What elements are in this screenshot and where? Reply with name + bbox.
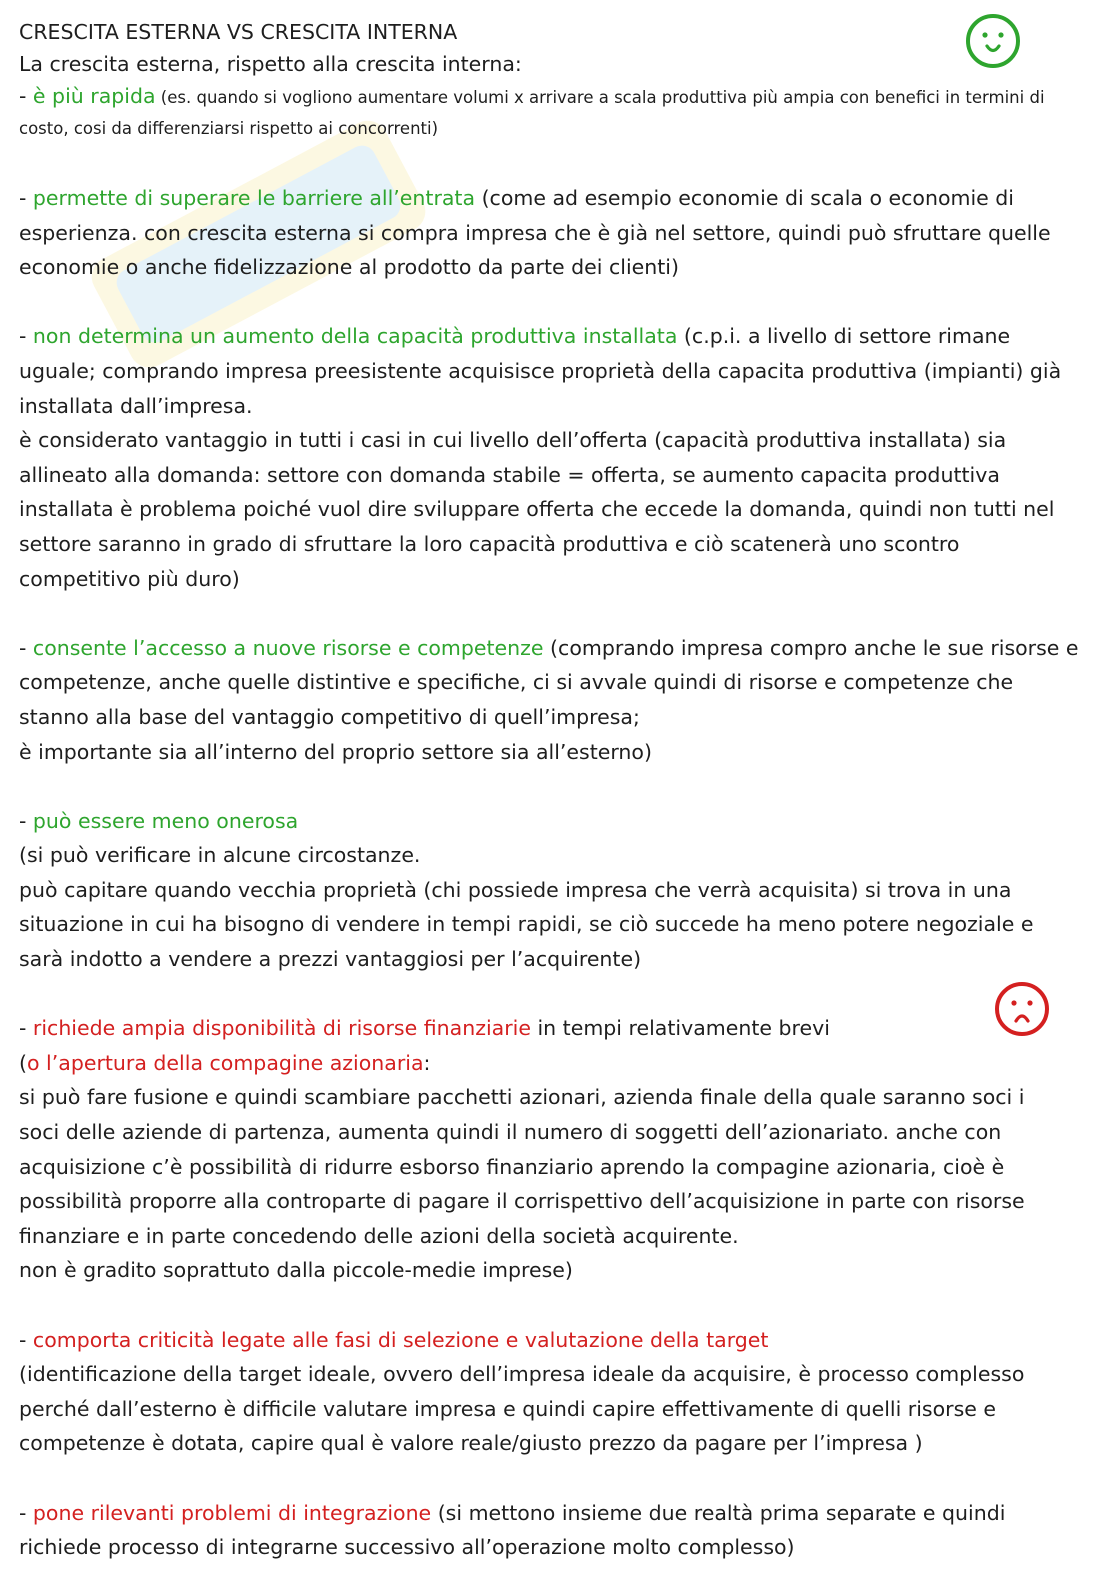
highlight-positive: è più rapida [32, 84, 156, 108]
highlight-positive: non determina un aumento della capacità produttiva installata [32, 324, 678, 349]
section-selezione-target: - comporta criticità legate alle fasi di selezione e valutazione della target (identificazione della target ideale, ovvero dell’impresa ideale da acquisire, è processo complesso perché dall’esterno è difficile valutare impresa e quindi capire effettivamente di quelli risorse e competenze è dotata, capire qual è valore reale/giusto prezzo da pagare per l’impresa ) [19, 1327, 1025, 1456]
highlight-negative: richiede ampia disponibilità di risorse finanziarie [32, 1016, 531, 1041]
section-risorse-finanziarie: - richiede ampia disponibilità di risorse finanziarie in tempi relativamente brevi (o l’apertura della compagine azionaria: si può fare fusione e quindi scambiare pacchetti azionari, azienda finale della quale saranno soci i soci delle aziende di partenza, aumenta quindi il numero di soggetti dell’azionariato. anche con acquisizione c’è possibilità di ridurre esborso finanziario aprendo la compagine azionaria, cioè è possibilità proporre alla controparte di pagare il corrispettivo dell’acquisizione in parte con risorse finanziare e in parte concedendo delle azioni della società acquirente. non è gradito soprattuto dalla piccole-medie imprese) [19, 1016, 1025, 1283]
document-body [19, 16, 1089, 1565]
section-meno-onerosa: - può essere meno onerosa (si può verificare in alcune circostanze. può capitare quando vecchia proprietà (chi possiede impresa che verrà acquisita) si trova in una situazione in cui ha bisogno di vendere in tempi rapidi, se ciò succede ha meno potere negoziale e sarà indotto a vendere a prezzi vantaggiosi per l’acquirente) [19, 808, 1034, 972]
highlight-negative: comporta criticità legate alle fasi di selezione e valutazione della target [32, 1327, 769, 1352]
highlight-negative: pone rilevanti problemi di integrazione [32, 1500, 432, 1525]
section-integrazione: - pone rilevanti problemi di integrazione (si mettono insieme due realtà prima separate e quindi richiede processo di integrarne successivo all’operazione molto complesso) [19, 1500, 1006, 1560]
highlight-positive: permette di superare le barriere all’entrata [32, 186, 476, 210]
highlight-negative: o l’apertura della compagine azionaria [27, 1050, 424, 1075]
section-capacita-produttiva: - non determina un aumento della capacità produttiva installata (c.p.i. a livello di settore rimane uguale; comprando impresa preesistente acquisisce proprietà della capacita produttiva (impianti) già installata dall’impresa. è considerato vantaggio in tutti i casi in cui livello dell’offerta (capacità produttiva installata) sia allineato alla domanda: settore con domanda stabile = offerta, se aumento capacita produttiva installata è problema poiché vuol dire sviluppare offerta che eccede la domanda, quindi non tutti nel settore saranno in grado di sfruttare la loro capacità produttiva e ciò scatenerà uno scontro competitivo più duro) [19, 324, 1062, 591]
highlight-positive: può essere meno onerosa [32, 808, 299, 833]
document-intro: La crescita esterna, rispetto alla crescita interna: [19, 52, 522, 76]
section-piu-rapida: - è più rapida (es. quando si vogliono aumentare volumi x arrivare a scala produttiva più ampia con benefici in termini di costo, cosi da differenziarsi rispetto ai concorrenti) [19, 84, 1045, 138]
document-title: CRESCITA ESTERNA VS CRESCITA INTERNA [19, 20, 458, 44]
highlight-positive: consente l’accesso a nuove risorse e competenze [32, 635, 544, 660]
section-barriere-entrata: - permette di superare le barriere all’entrata (come ad esempio economie di scala o economie di esperienza. con crescita esterna si compra impresa che è già nel settore, quindi può sfruttare quelle economie o anche fidelizzazione al prodotto da parte dei clienti) [19, 186, 1051, 280]
section-risorse-competenze: - consente l’accesso a nuove risorse e competenze (comprando impresa compro anche le sue risorse e competenze, anche quelle distintive e specifiche, ci si avvale quindi di risorse e competenze che stanno alla base del vantaggio competitivo di quell’impresa; è importante sia all’interno del proprio settore sia all’esterno) [19, 635, 1079, 764]
